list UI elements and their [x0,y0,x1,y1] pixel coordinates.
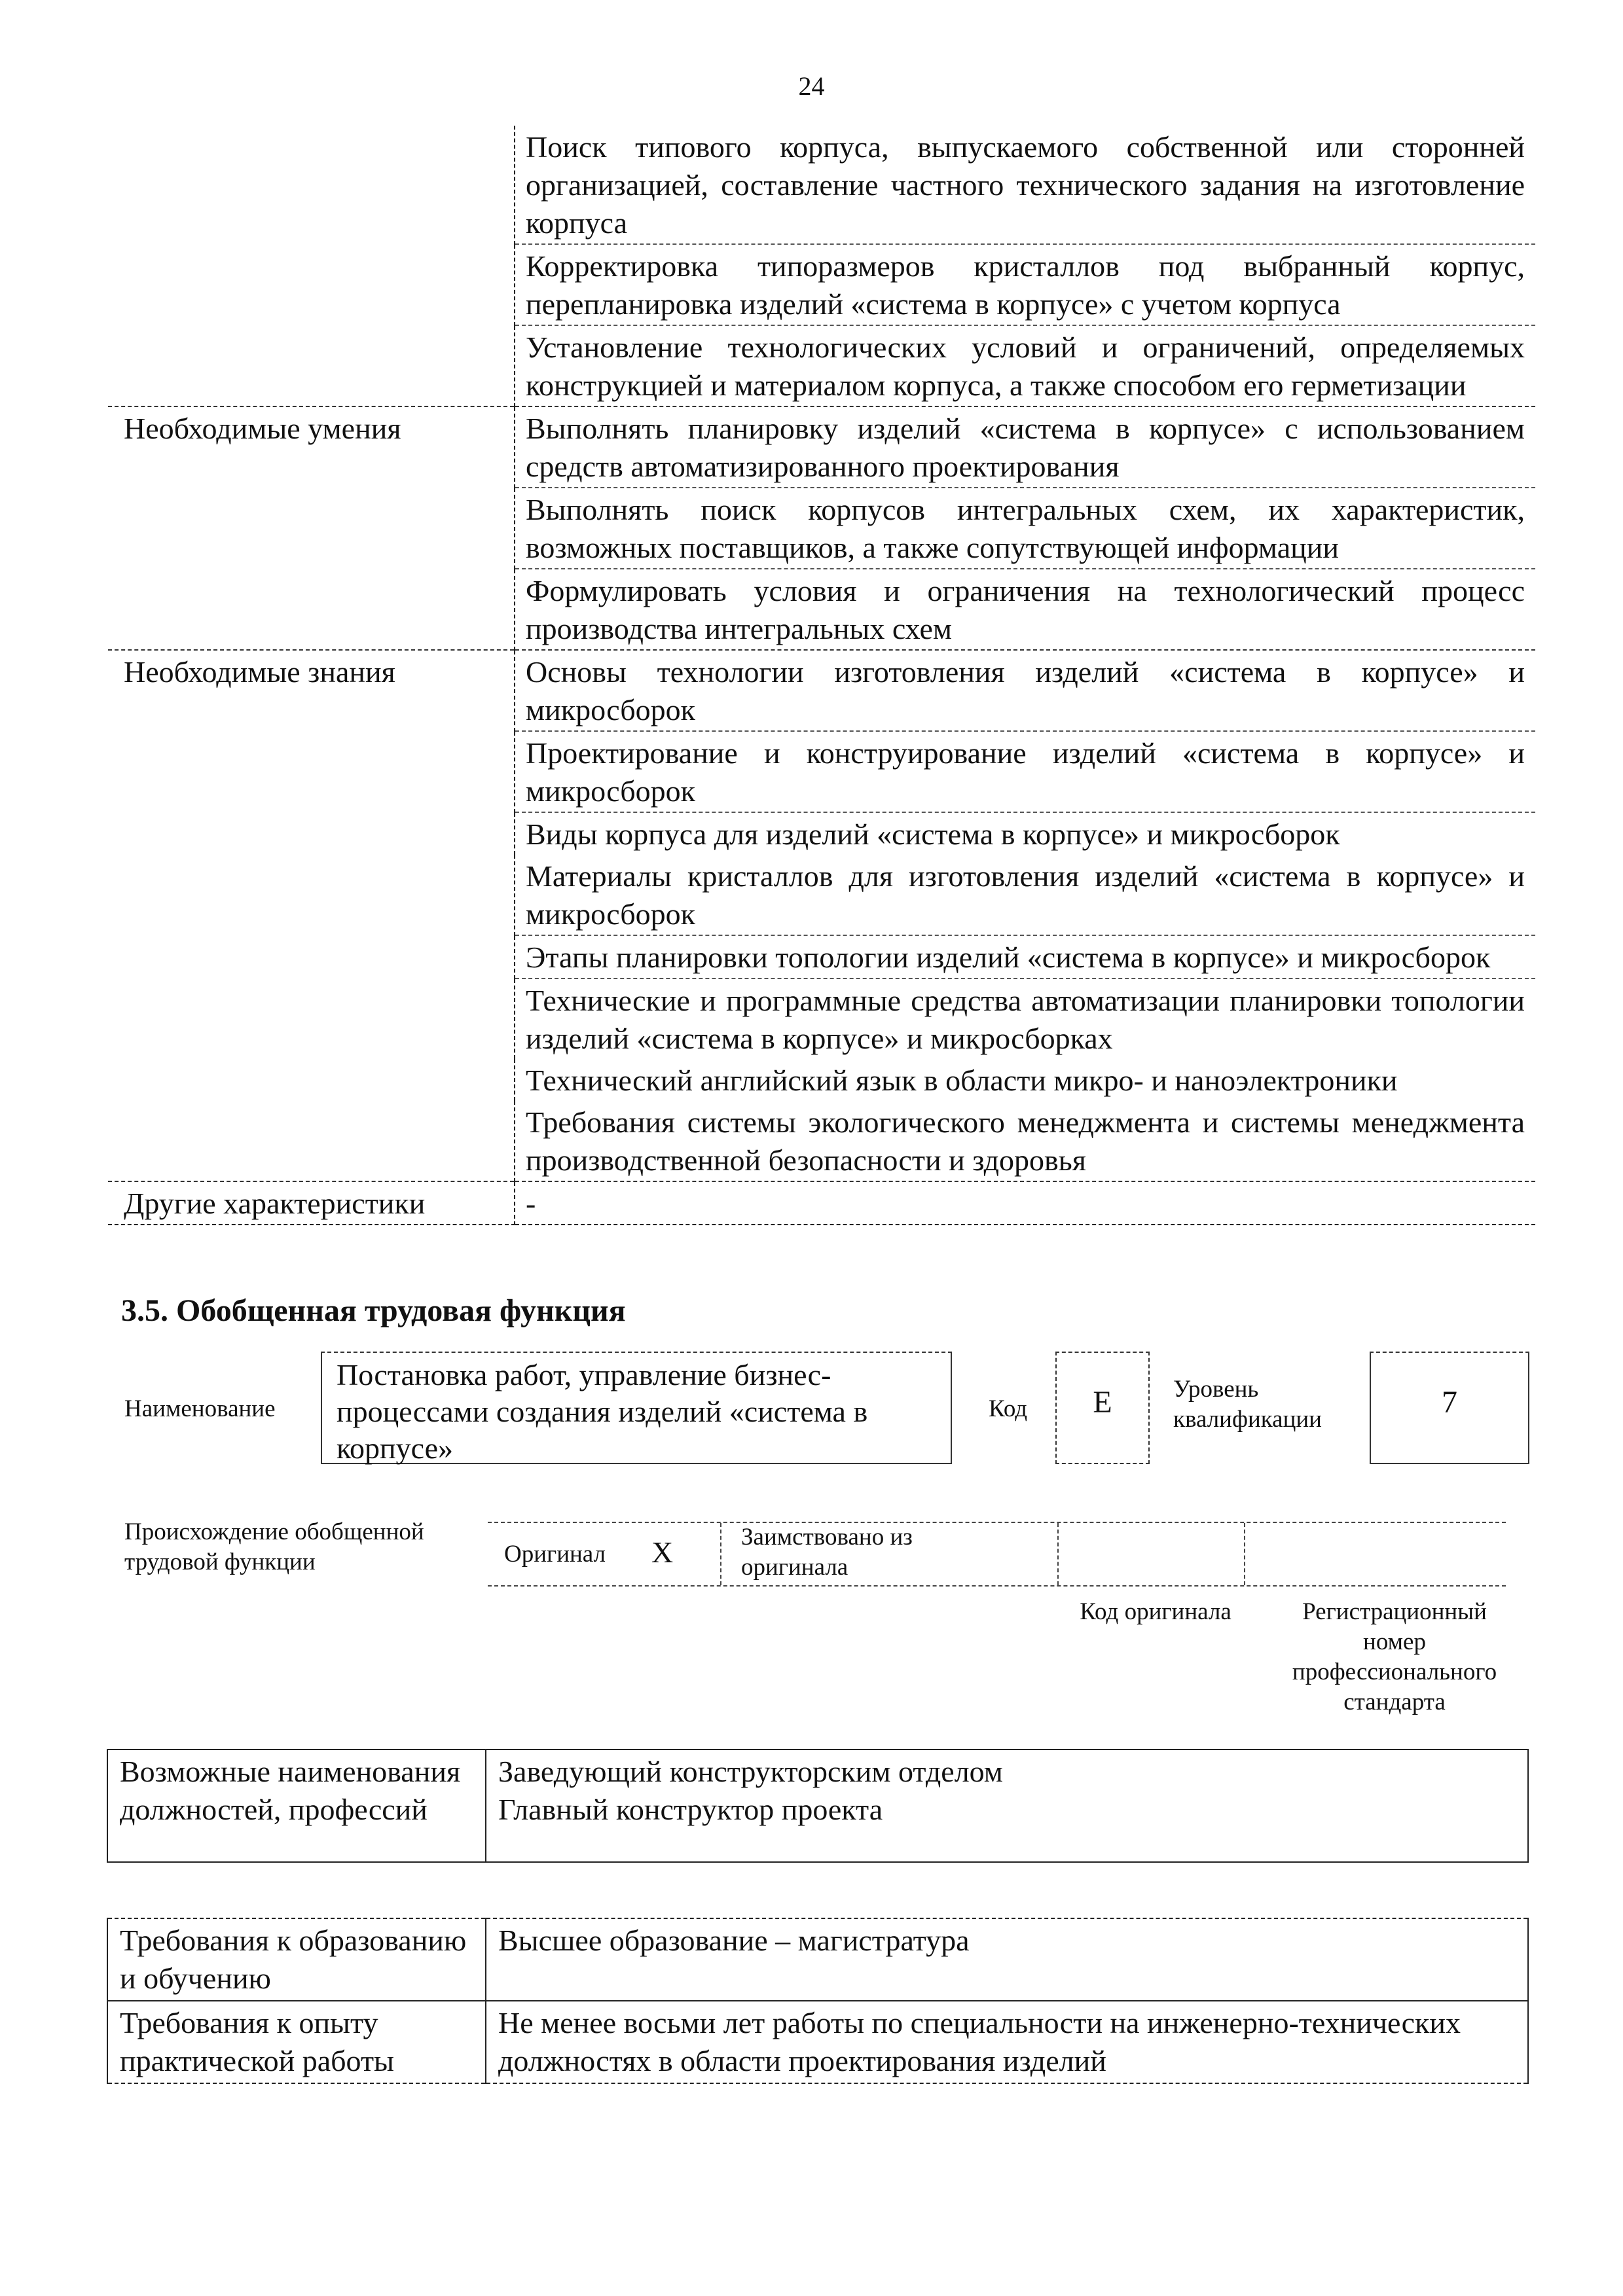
level-label: Уровень квалификации [1173,1376,1322,1433]
position-item: Заведующий конструкторским отделом [498,1755,1003,1788]
row-label-skills: Необходимые умения [108,406,515,488]
table-cell: Выполнять поиск корпусов интегральных схем, их характеристик, возможных поставщиков, а также сопутствующей информации [515,488,1535,569]
original-label: Оригинал [504,1541,606,1568]
education-value: Высшее образование – магистратура [486,1918,1528,2001]
name-box [321,1352,952,1464]
table-cell: Этапы планировки топологии изделий «система в корпусе» и микросборок [515,935,1535,978]
origin-row [488,1522,1506,1587]
table-cell: Требования системы экологического менеджмента и системы менеджмента производственной безопасности и здоровья [526,1105,1525,1177]
row-label [108,126,515,244]
table-row [107,1918,1528,2001]
page-number: 24 [798,71,825,101]
table-row [108,855,1535,935]
table-row [107,1749,1528,1862]
table-cell: Материалы кристаллов для изготовления изделий «система в корпусе» и микросборок [526,859,1525,931]
origin-label: Происхождение обобщенной трудовой функции [124,1518,424,1575]
table-row [108,1059,1535,1101]
table-cell: - [515,1181,1535,1225]
positions-table [107,1749,1529,1863]
table-cell: Корректировка типоразмеров кристаллов под выбранный корпус, перепланировка изделий «система в корпусе» с учетом корпуса [515,244,1535,325]
table-row [108,978,1535,1059]
positions-values [486,1749,1528,1862]
table-cell: Установление технологических условий и ограничений, определяемых конструкцией и материалом корпуса, а также способом его герметизации [515,325,1535,406]
table-cell: Проектирование и конструирование изделий «система в корпусе» и микросборок [515,731,1535,812]
positions-label: Возможные наименования должностей, профессий [107,1749,486,1862]
table-row [107,2001,1528,2083]
table-row [108,325,1535,406]
row-label-knowledge: Необходимые знания [108,650,515,731]
table-row [108,731,1535,812]
level-box [1370,1352,1529,1464]
reg-number-label: Регистрационный номер профессионального стандарта [1292,1598,1497,1715]
level-value: 7 [1442,1385,1457,1420]
experience-value: Не менее восьми лет работы по специальности на инженерно-технических должностях в области проектирования изделий [486,2001,1528,2083]
table-row [108,488,1535,569]
position-item: Главный конструктор проекта [498,1793,883,1826]
section-title: 3.5. Обобщенная трудовая функция [121,1293,626,1328]
table-row [108,935,1535,978]
table-row [108,650,1535,731]
function-name: Постановка работ, управление бизнес-процессами создания изделий «система в корпусе» [337,1358,868,1465]
table-cell: Основы технологии изготовления изделий «система в корпусе» и микросборок [515,650,1535,731]
name-label: Наименование [124,1395,276,1422]
table-row [108,569,1535,650]
table-cell: Технические и программные средства автоматизации планировки топологии изделий «система в корпусе» и микросборках [515,978,1535,1059]
table-row [108,1181,1535,1225]
education-label: Требования к образованию и обучению [107,1918,486,2001]
table-row [108,244,1535,325]
table-cell: Поиск типового корпуса, выпускаемого собственной или сторонней организацией, составление частного технического задания на изготовление корпуса [526,130,1525,240]
table-cell: Выполнять планировку изделий «система в корпусе» с использованием средств автоматизированного проектирования [515,406,1535,488]
original-mark: X [651,1535,674,1569]
code-value: E [1093,1385,1112,1420]
requirements-table [107,1918,1529,2084]
code-label: Код [989,1395,1028,1422]
row-label-other: Другие характеристики [108,1181,515,1225]
table-cell: Виды корпуса для изделий «система в корпусе» и микросборок [515,812,1535,855]
table-row [108,812,1535,855]
table-row [108,406,1535,488]
table-cell: Технический английский язык в области микро- и наноэлектроники [526,1064,1398,1097]
experience-label: Требования к опыту практической работы [107,2001,486,2083]
code-box [1055,1352,1150,1464]
competency-table [108,126,1535,1225]
table-row [108,126,1535,244]
code-original-label: Код оригинала [1080,1598,1231,1625]
borrowed-label: Заимствовано из оригинала [741,1524,913,1581]
table-row [108,1101,1535,1181]
table-cell: Формулировать условия и ограничения на технологический процесс производства интегральных схем [515,569,1535,650]
